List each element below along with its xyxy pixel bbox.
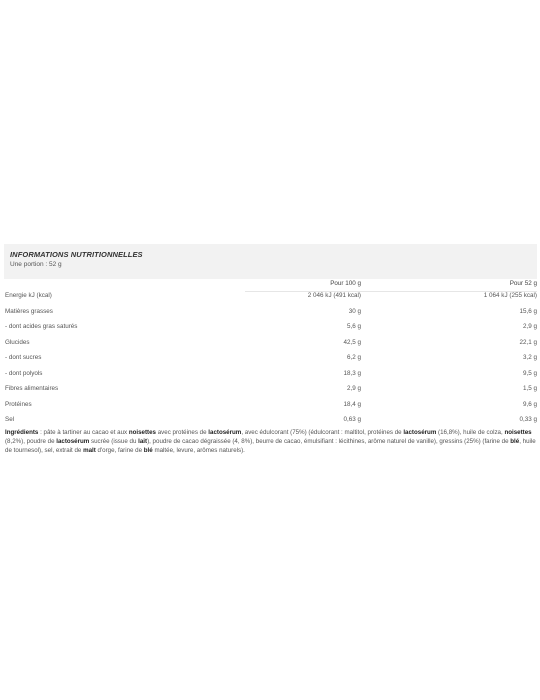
table-row bbox=[4, 308, 537, 324]
value-per-100g: 18,4 g bbox=[343, 400, 361, 408]
nutrition-title: INFORMATIONS NUTRITIONNELLES bbox=[10, 250, 143, 259]
value-per-100g: 42,5 g bbox=[343, 338, 361, 346]
value-per-portion: 0,33 g bbox=[519, 416, 537, 423]
value-per-100g: 30 g bbox=[348, 307, 361, 315]
value-per-portion: 9,6 g bbox=[522, 400, 537, 408]
nutrient-label: - dont acides gras saturés bbox=[5, 323, 78, 330]
table-row bbox=[4, 339, 537, 355]
table-row bbox=[4, 370, 537, 386]
ingredient-emphasis: noisettes bbox=[504, 428, 532, 436]
ingredient-text: maltée, levure, arômes naturels). bbox=[152, 446, 245, 454]
ingredients-text bbox=[4, 428, 537, 455]
ingredient-text: ), poudre de cacao dégraissée (4, 8%), beurre de cacao, émulsifiant : lécithines, arôme naturel de vanille), gressins (25%) (farine de bbox=[147, 437, 511, 445]
value-per-100g: 2,9 g bbox=[346, 385, 361, 392]
value-per-portion: 3,2 g bbox=[522, 354, 537, 361]
ingredient-emphasis: lactosérum bbox=[208, 428, 242, 436]
value-per-portion: 22,1 g bbox=[519, 338, 537, 346]
nutrition-table bbox=[4, 279, 537, 432]
nutrient-label: - dont polyols bbox=[5, 369, 43, 377]
value-per-100g: 2 046 kJ (491 kcal) bbox=[307, 292, 361, 299]
ingredient-text: d'orge, farine de bbox=[95, 446, 144, 454]
value-per-100g: 6,2 g bbox=[346, 354, 361, 361]
ingredient-text: , huile de tournesol), sel, extrait de bbox=[5, 437, 536, 454]
ingredient-emphasis: Ingrédients bbox=[5, 428, 39, 436]
ingredient-emphasis: lactosérum bbox=[56, 437, 90, 445]
table-row bbox=[4, 354, 537, 370]
nutrient-label: Glucides bbox=[5, 338, 30, 346]
ingredient-emphasis: lait bbox=[138, 437, 148, 445]
ingredient-emphasis: lactosérum bbox=[403, 428, 437, 436]
table-row bbox=[4, 323, 537, 339]
value-per-portion: 9,5 g bbox=[522, 369, 537, 377]
table-row bbox=[4, 385, 537, 401]
ingredient-text: , avec édulcorant (75%) (édulcorant : maltitol, protéines de bbox=[241, 428, 404, 436]
nutrient-label: Fibres alimentaires bbox=[5, 385, 59, 392]
nutrient-label: - dont sucres bbox=[5, 354, 42, 361]
portion-size: Une portion : 52 g bbox=[10, 261, 62, 268]
nutrition-panel bbox=[4, 244, 537, 455]
nutrient-label: Energie kJ (kcal) bbox=[5, 291, 52, 299]
nutrient-label: Sel bbox=[5, 416, 15, 423]
ingredient-emphasis: blé bbox=[143, 446, 153, 454]
column-header-per-portion: Pour 52 g bbox=[361, 279, 537, 292]
nutrient-label: Protéines bbox=[5, 400, 32, 408]
header-blank-cell bbox=[4, 279, 245, 292]
nutrition-header bbox=[4, 244, 537, 279]
nutrient-label: Matières grasses bbox=[5, 307, 53, 315]
value-per-100g: 18,3 g bbox=[343, 369, 361, 377]
ingredient-text: (16,8%), huile de colza, bbox=[436, 428, 505, 436]
column-header-per-100g: Pour 100 g bbox=[245, 279, 361, 292]
ingredient-emphasis: blé bbox=[510, 437, 520, 445]
ingredient-text: : pâte à tartiner au cacao et aux bbox=[38, 428, 129, 436]
value-per-portion: 1 064 kJ (255 kcal) bbox=[483, 292, 537, 299]
value-per-100g: 5,6 g bbox=[346, 323, 361, 330]
value-per-portion: 2,9 g bbox=[522, 323, 537, 330]
value-per-portion: 15,6 g bbox=[519, 307, 537, 315]
value-per-100g: 0,63 g bbox=[343, 416, 361, 423]
table-row bbox=[4, 292, 537, 308]
ingredient-emphasis: noisettes bbox=[128, 428, 156, 436]
table-header-row bbox=[4, 279, 537, 292]
value-per-portion: 1,5 g bbox=[522, 385, 537, 392]
ingredient-text: (8,2%), poudre de bbox=[5, 437, 57, 445]
ingredient-text: avec protéines de bbox=[156, 428, 209, 436]
ingredient-text: sucrée (issue du bbox=[89, 437, 139, 445]
table-row bbox=[4, 401, 537, 417]
ingredient-emphasis: malt bbox=[83, 446, 96, 454]
